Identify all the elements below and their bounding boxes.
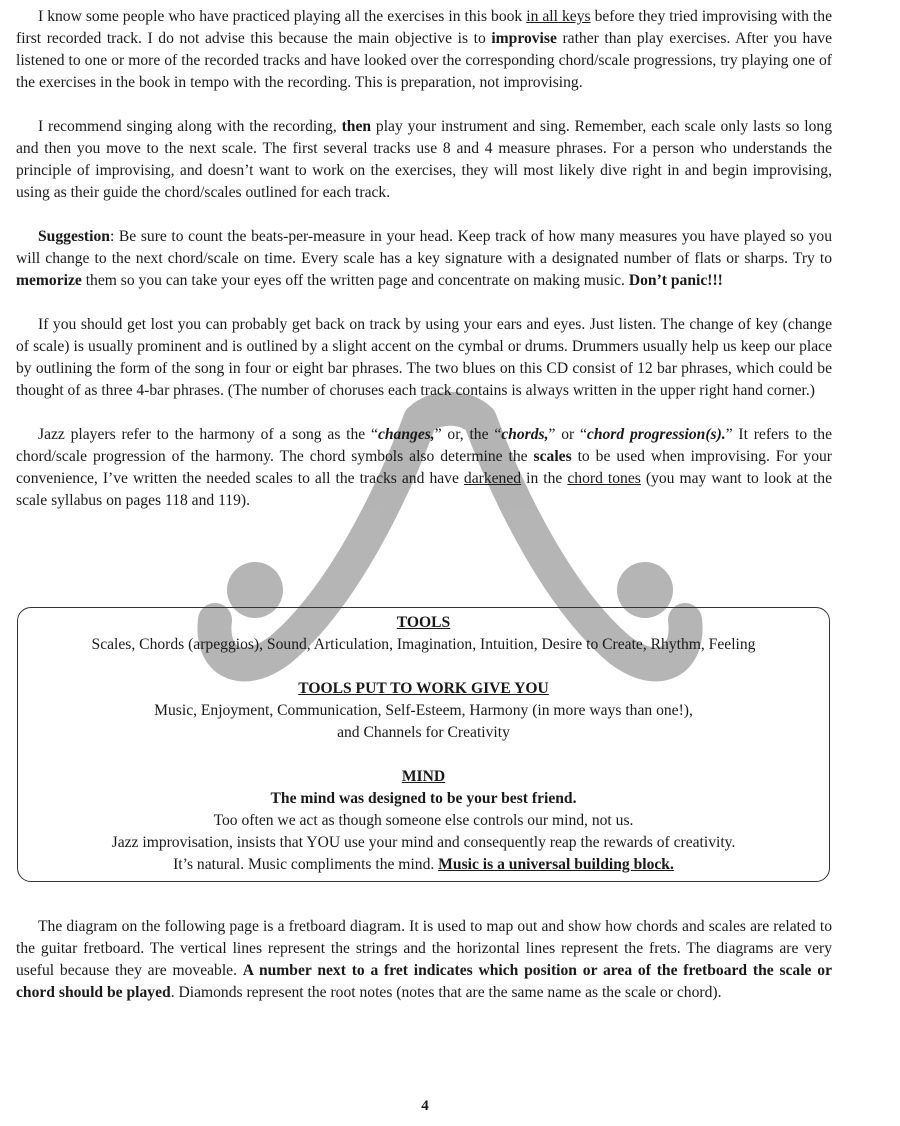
paragraph-fretboard: The diagram on the following page is a fretboard diagram. It is used to map out and show how chords and scales are related to the guitar fretboard. The vertical lines represent the strings and the horizontal lines represent the frets. The diagrams are very useful because they are moveable. A number next to a fret indicates which position or area of the fretboard the scale or chord should be played. Diamonds represent the root notes (notes that are the same name as the scale or chord). xyxy=(16,918,832,1001)
page-body xyxy=(16,6,832,512)
paragraph-getting-lost: If you should get lost you can probably get back on track by using your ears and eyes. Just listen. The change of key (change of scale) is usually prominent and is outlined by a slight accent on the cymbal or drums. Drummers usually help us keep our place by outlining the form of the song in four or eight bar phrases. The two blues on this CD consist of 12 bar phrases, which could be thought of as three 4-bar phrases. (The number of choruses each track contains is always written in the upper right hand corner.) xyxy=(16,316,832,399)
page-body-lower xyxy=(16,916,832,1004)
tools-work-heading: TOOLS PUT TO WORK GIVE YOU xyxy=(298,680,549,697)
paragraph-practice-advice: I know some people who have practiced playing all the exercises in this book in all keys before they tried improvising with the first recorded track. I do not advise this because the main objective is to improvise rather than play exercises. After you have listened to one or more of the recorded tracks and have looked over the corresponding chord/scale progressions, try playing one of the exercises in the book in tempo with the recording. This is preparation, not improvising. xyxy=(16,8,832,91)
mind-line-3: It’s natural. Music compliments the mind. Music is a universal building block. xyxy=(173,856,674,873)
tools-work-line-1: Music, Enjoyment, Communication, Self-Esteem, Harmony (in more ways than one!), xyxy=(154,702,693,719)
mind-line-1: Too often we act as though someone else controls our mind, not us. xyxy=(213,812,634,829)
tools-work-line-2: and Channels for Creativity xyxy=(337,724,510,741)
paragraph-suggestion: Suggestion: Be sure to count the beats-per-measure in your head. Keep track of how many measures you have played so you will change to the next chord/scale on time. Every scale has a key signature with a designated number of flats or sharps. Try to memorize them so you can take your eyes off the written page and concentrate on making music. Don’t panic!!! xyxy=(16,228,832,289)
mind-bold-line: The mind was designed to be your best friend. xyxy=(270,790,577,807)
page-number: 4 xyxy=(421,1098,429,1114)
paragraph-singing-advice: I recommend singing along with the recording, then play your instrument and sing. Remember, each scale only lasts so long and then you move to the next scale. The first several tracks use 8 and 4 measure phrases. For a person who understands the principle of improvising, and doesn’t want to work on the exercises, they will most likely dive right in and begin improvising, using as their guide the chord/scales outlined for each track. xyxy=(16,118,832,201)
tools-list: Scales, Chords (arpeggios), Sound, Articulation, Imagination, Intuition, Desire to Create, Rhythm, Feeling xyxy=(91,636,756,653)
paragraph-harmony: Jazz players refer to the harmony of a song as the “changes,” or, the “chords,” or “chord progression(s).” It refers to the chord/scale progression of the harmony. The chord symbols also determine the scales to be used when improvising. For your convenience, I’ve written the needed scales to all the tracks and have darkened in the chord tones (you may want to look at the scale syllabus on pages 118 and 119). xyxy=(16,426,832,509)
tools-box xyxy=(17,607,830,882)
tools-heading: TOOLS xyxy=(396,614,451,631)
mind-line-2: Jazz improvisation, insists that YOU use your mind and consequently reap the rewards of creativity. xyxy=(111,834,736,851)
mind-heading: MIND xyxy=(401,768,446,785)
